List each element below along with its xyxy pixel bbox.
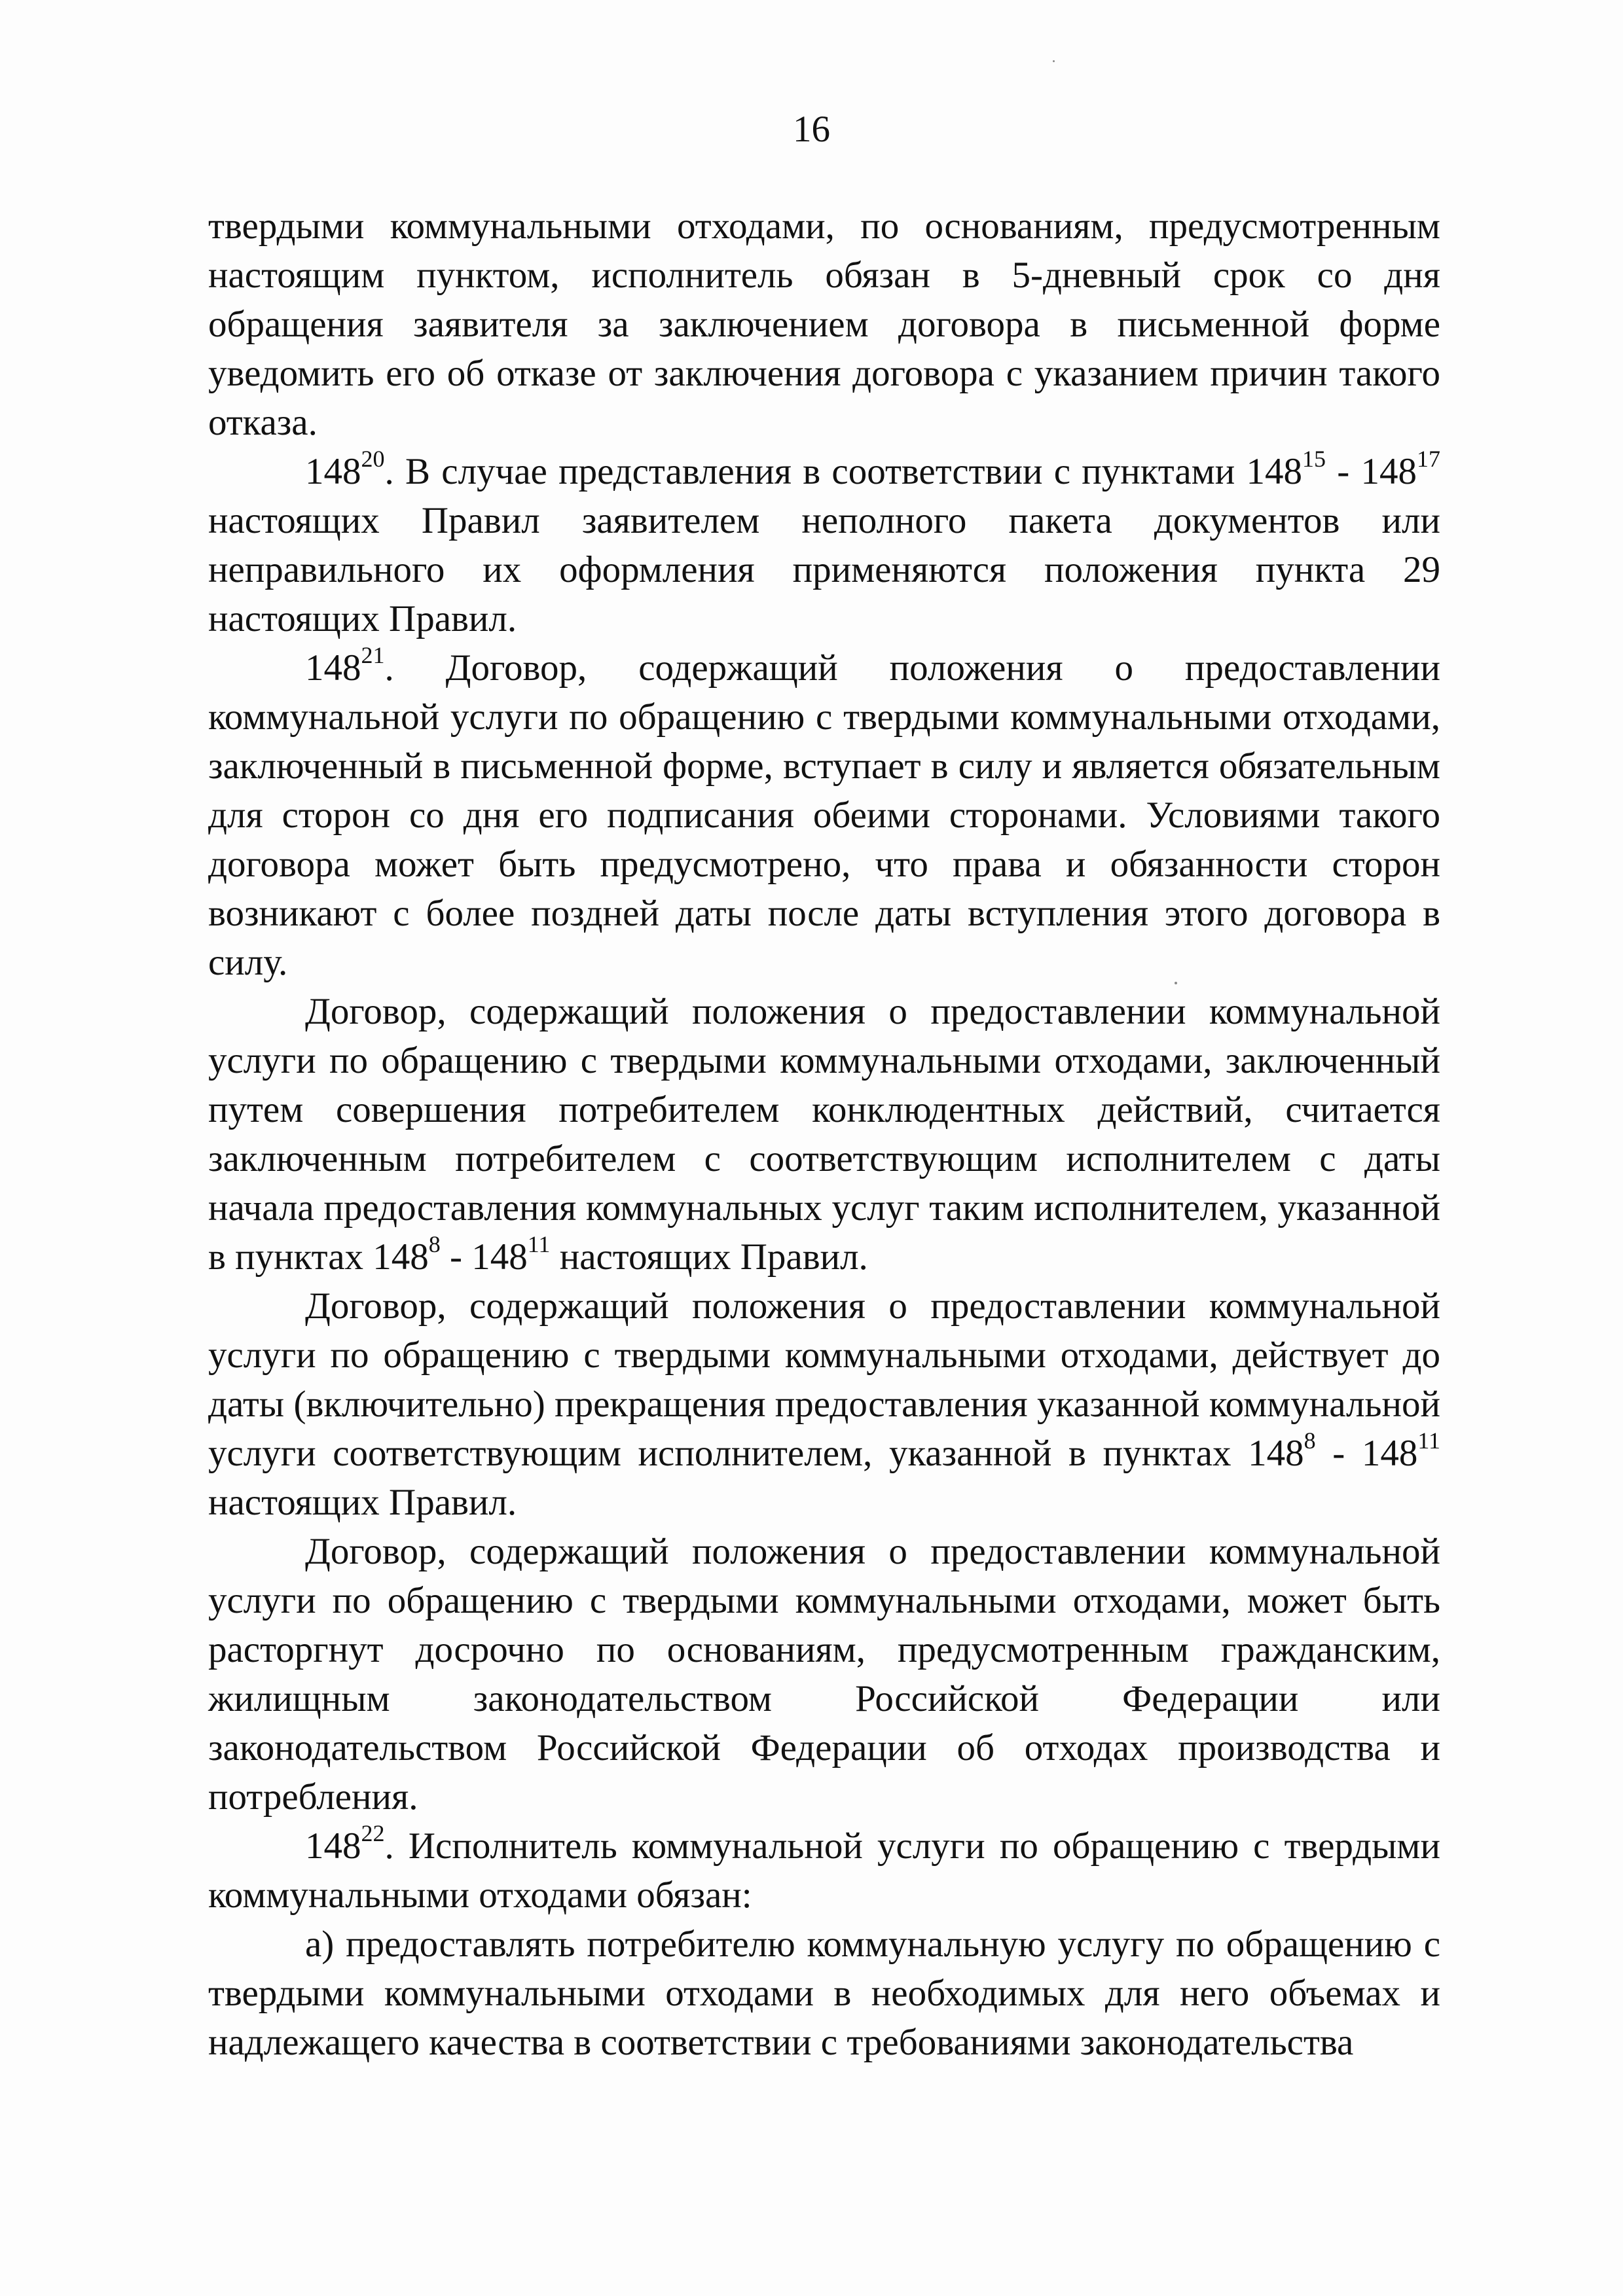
paragraph-text: . Договор, содержащий положения о предоставлении коммунальной услуги по обращению с твердыми коммунальными отходами, заключенный в письменной форме, вступает в силу и является обязательным для сторон со дня его подписания обеими сторонами. Условиями такого договора может быть предусмотрено, что права и обязанности сторон возникают с более поздней даты после даты вступления этого договора в силу. bbox=[208, 647, 1440, 983]
page-number: 16 bbox=[793, 109, 830, 150]
paragraph-contract-termination: Договор, содержащий положения о предоставлении коммунальной услуги по обращению с твердыми коммунальными отходами, может быть расторгнут досрочно по основаниям, предусмотренным гражданским, жилищным законодательством Российской Федерации или законодательством Российской Федерации об отходах производства и потребления. bbox=[208, 1531, 1440, 1818]
reference-superscript: 17 bbox=[1417, 446, 1440, 472]
scan-speck bbox=[1175, 982, 1177, 984]
clause-superscript: 22 bbox=[361, 1820, 385, 1846]
paragraph-text: Договор, содержащий положения о предоставлении коммунальной услуги по обращению с твердыми коммунальными отходами, заключенный путем совершения потребителем конклюдентных действий, считается заключенным потребителем с соответствующим исполнителем с даты начала предоставления коммунальных услуг таким исполнителем, указанной в пунктах 148 bbox=[208, 991, 1440, 1278]
paragraph-148-22 bbox=[208, 1821, 1440, 1920]
paragraph-contract-conclusion bbox=[208, 987, 1440, 1282]
paragraph-contract-duration bbox=[208, 1282, 1440, 1527]
reference-superscript: 11 bbox=[527, 1231, 551, 1257]
paragraph-text: настоящих Правил заявителем неполного пакета документов или неправильного их оформления применяются положения пункта 29 настоящих Правил. bbox=[208, 500, 1440, 639]
paragraph-continuation: твердыми коммунальными отходами, по основаниям, предусмотренным настоящим пунктом, исполнитель обязан в 5-дневный срок со дня обращения заявителя за заключением договора в письменной форме уведомить его об отказе от заключения договора с указанием причин такого отказа. bbox=[208, 206, 1440, 443]
clause-superscript: 20 bbox=[361, 446, 385, 472]
reference-superscript: 8 bbox=[428, 1231, 441, 1257]
paragraph-text: . В случае представления в соответствии с пунктами 148 bbox=[384, 451, 1302, 492]
paragraph-text: настоящих Правил. bbox=[550, 1236, 868, 1278]
paragraph-text: настоящих Правил. bbox=[208, 1482, 517, 1523]
clause-superscript: 21 bbox=[361, 642, 385, 668]
paragraph-text: . Исполнитель коммунальной услуги по обращению с твердыми коммунальными отходами обязан: bbox=[208, 1825, 1440, 1916]
clause-number: 148 bbox=[305, 451, 361, 492]
paragraph-148-20 bbox=[208, 447, 1440, 643]
document-body bbox=[208, 202, 1440, 2067]
clause-number: 148 bbox=[305, 647, 361, 689]
reference-superscript: 15 bbox=[1302, 446, 1326, 472]
paragraph-148-21 bbox=[208, 643, 1440, 987]
paragraph-text: - 148 bbox=[1325, 451, 1417, 492]
paragraph-text: - 148 bbox=[440, 1236, 528, 1278]
paragraph-text: - 148 bbox=[1315, 1433, 1418, 1474]
reference-superscript: 8 bbox=[1304, 1427, 1316, 1454]
scan-speck bbox=[1053, 60, 1055, 62]
reference-superscript: 11 bbox=[1417, 1427, 1441, 1454]
paragraph-text: Договор, содержащий положения о предоставлении коммунальной услуги по обращению с твердыми коммунальными отходами, действует до даты (включительно) прекращения предоставления указанной коммунальной услуги соответствующим исполнителем, указанной в пунктах 148 bbox=[208, 1285, 1440, 1474]
clause-number: 148 bbox=[305, 1825, 361, 1867]
list-item-a: а) предоставлять потребителю коммунальную услугу по обращению с твердыми коммунальными отходами в необходимых для него объемах и надлежащего качества в соответствии с требованиями законодательства bbox=[208, 1924, 1440, 2063]
